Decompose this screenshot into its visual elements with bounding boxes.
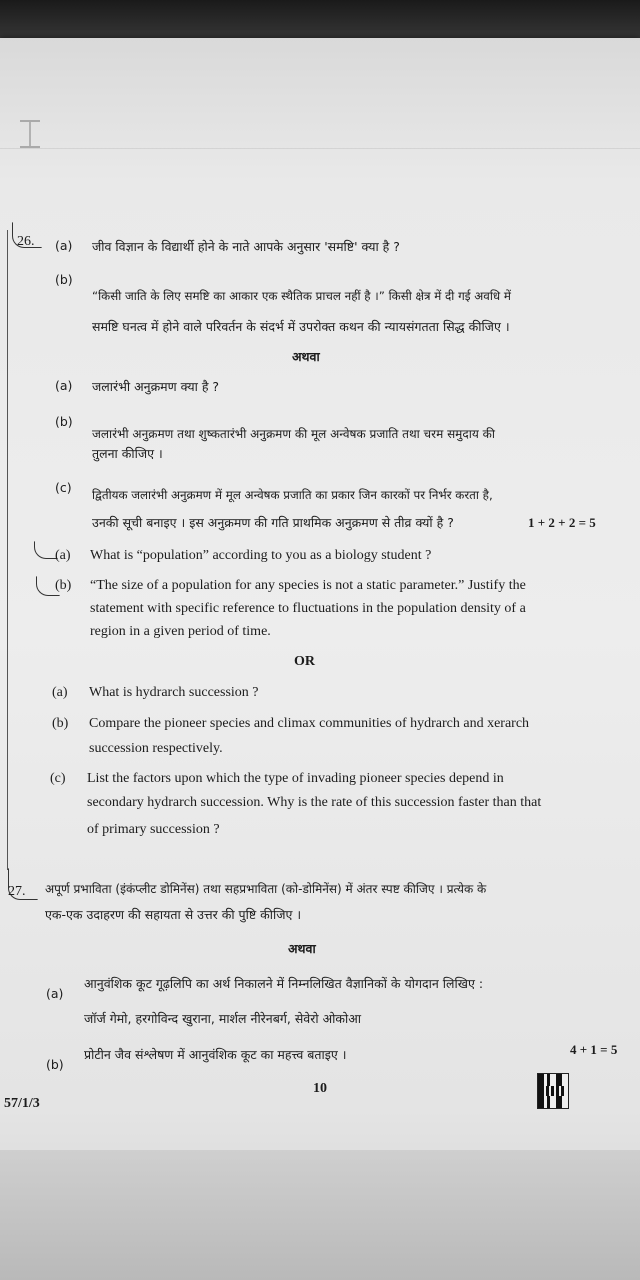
q26-en-or: OR (294, 654, 315, 669)
page-below (0, 1150, 640, 1280)
question-26-number: 26. (17, 234, 35, 249)
q27-hi-or-b-label: (b) (46, 1057, 64, 1072)
tick-mark-icon (12, 222, 42, 248)
q26-hi-b-line2: समष्टि घनत्व में होने वाले परिवर्तन के संदर्भ में उपरोक्त कथन की न्यायसंगतता सिद्ध कीजिए । (92, 319, 510, 334)
q27-hi-or: अथवा (288, 941, 316, 956)
q26-en-b-label: (b) (55, 578, 72, 593)
q26-hi-or-c-line1: द्वितीयक जलारंभी अनुक्रमण में मूल अन्वेषक प्रजाति का प्रकार जिन कारकों पर निर्भर करता है, (92, 488, 493, 502)
paper-code: 57/1/3 (4, 1096, 40, 1111)
q26-hi-or-a-text: जलारंभी अनुक्रमण क्या है ? (92, 379, 220, 394)
q26-en-b-line2: statement with specific reference to fluctuations in the population density of a (90, 601, 526, 616)
question-27-number: 27. (8, 884, 26, 899)
q27-hi-line2: एक-एक उदाहरण की सहायता से उत्तर की पुष्टि कीजिए । (45, 907, 302, 922)
q26-hi-or-b-line1: जलारंभी अनुक्रमण तथा शुष्कतारंभी अनुक्रमण की मूल अन्वेषक प्रजाति तथा चरम समुदाय की (92, 427, 495, 441)
q27-hi-or-a-label: (a) (46, 986, 64, 1001)
q26-hi-or-b-line2: तुलना कीजिए । (92, 446, 163, 461)
q26-en-or-b-line1: Compare the pioneer species and climax communities of hydrarch and xerarch (89, 716, 530, 731)
q26-hi-a-text: जीव विज्ञान के विद्यार्थी होने के नाते आपके अनुसार 'समष्टि' क्या है ? (92, 239, 400, 254)
q26-en-a-text: What is “population” according to you as a biology student ? (90, 548, 432, 563)
q26-en-or-a-label: (a) (52, 685, 68, 700)
q26-en-or-b-line2: succession respectively. (89, 741, 223, 756)
q26-en-or-b-label: (b) (52, 716, 69, 731)
q26-hi-or-c-label: (c) (55, 480, 72, 495)
q26-en-or-c-line1: List the factors upon which the type of invading pioneer species depend in (87, 771, 504, 786)
q26-en-b-line3: region in a given period of time. (90, 624, 271, 639)
qr-code-icon (537, 1073, 569, 1109)
q27-hi-or-b-text: प्रोटीन जैव संश्लेषण में आनुवंशिक कूट का महत्त्व बताइए । (84, 1047, 347, 1062)
margin-line (7, 230, 8, 870)
q26-hi-or-c-line2: उनकी सूची बनाइए । इस अनुक्रमण की गति प्राथमिक अनुक्रमण से तीव्र क्यों है ? (92, 515, 454, 530)
q26-hi-or-a-label: (a) (55, 378, 73, 393)
q27-marks: 4 + 1 = 5 (570, 1042, 618, 1057)
q26-hi-b-label: (b) (55, 272, 73, 287)
q27-hi-line1: अपूर्ण प्रभाविता (इंकंप्लीट डोमिनेंस) तथा सहप्रभाविता (को-डोमिनेंस) में अंतर स्पष्ट कीजिए । प्रत्येक के (45, 882, 487, 896)
page-number: 10 (313, 1081, 327, 1096)
q26-hi-b-line1: “किसी जाति के लिए समष्टि का आकार एक स्थैतिक प्राचल नहीं है ।” किसी क्षेत्र में दी गई अवधि में (92, 289, 511, 303)
q26-en-or-c-line2: secondary hydrarch succession. Why is the rate of this succession faster than that (87, 795, 542, 810)
q26-en-or-c-line3: of primary succession ? (87, 822, 220, 837)
q26-hi-or: अथवा (292, 349, 320, 364)
q26-en-or-c-label: (c) (50, 771, 66, 786)
q27-hi-or-a-names: जॉर्ज गेमो, हरगोविन्द खुराना, मार्शल नीरेनबर्ग, सेवेरो ओकोआ (84, 1011, 361, 1026)
q27-hi-or-a-text: आनुवंशिक कूट गूढ़लिपि का अर्थ निकालने में निम्नलिखित वैज्ञानिकों के योगदान लिखिए : (84, 976, 484, 991)
q26-en-a-label: (a) (55, 548, 71, 563)
fold-line (0, 148, 640, 149)
q26-hi-a-label: (a) (55, 238, 73, 253)
corner-mark-icon: ⌶ (18, 112, 42, 158)
q26-en-b-line1: “The size of a population for any species is not a static parameter.” Justify the (90, 578, 526, 593)
q26-marks: 1 + 2 + 2 = 5 (528, 515, 596, 530)
q26-hi-or-b-label: (b) (55, 414, 73, 429)
q26-en-or-a-text: What is hydrarch succession ? (89, 685, 259, 700)
